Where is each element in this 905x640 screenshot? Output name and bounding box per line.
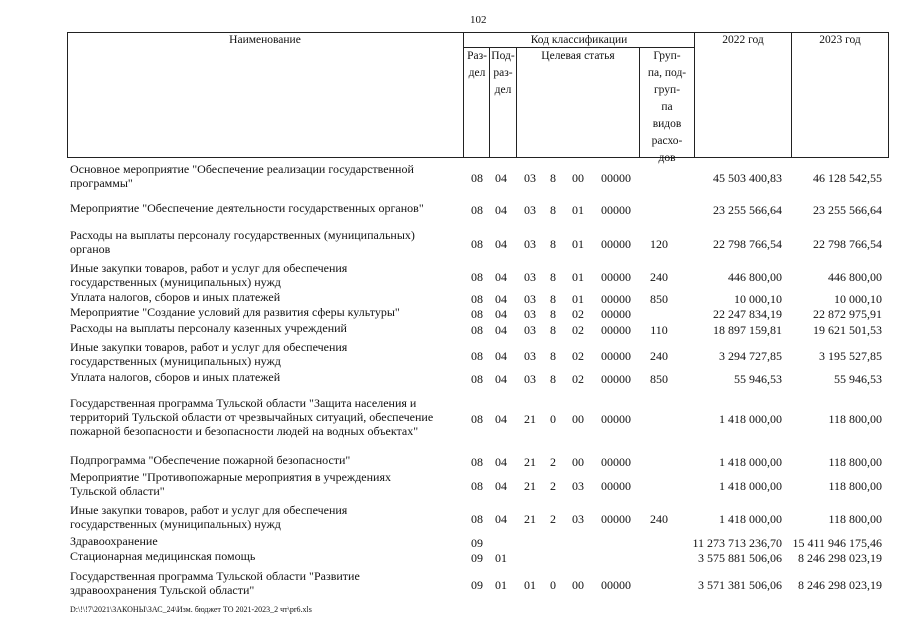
row-name — [70, 261, 445, 289]
row-code-7: 240 — [650, 270, 668, 284]
row-name-line: Расходы на выплаты персоналу казенных учреждений — [70, 321, 347, 335]
row-name-line: органов — [70, 242, 111, 256]
row-code-1: 08 — [471, 323, 483, 337]
page-number: 102 — [470, 14, 487, 26]
row-amount-2022: 1 418 000,00 — [719, 412, 782, 426]
row-amount-2023: 22 872 975,91 — [813, 307, 882, 321]
table-row — [0, 162, 905, 190]
row-code-4: 8 — [550, 323, 556, 337]
row-code-3: 21 — [524, 455, 536, 469]
row-amount-2022: 3 294 727,85 — [719, 349, 782, 363]
row-code-4: 8 — [550, 349, 556, 363]
row-name — [70, 396, 445, 438]
header-group-line: видов — [652, 118, 682, 130]
table-row — [0, 305, 905, 319]
row-code-6: 00000 — [601, 292, 631, 306]
row-name-line: Иные закупки товаров, работ и услуг для обеспечения — [70, 261, 348, 275]
row-code-4: 8 — [550, 171, 556, 185]
row-code-3: 21 — [524, 412, 536, 426]
header-border-bottom — [67, 157, 889, 158]
row-code-3: 03 — [524, 307, 536, 321]
row-code-2: 01 — [495, 578, 507, 592]
row-name-line: Иные закупки товаров, работ и услуг для обеспечения — [70, 340, 348, 354]
table-row — [0, 290, 905, 304]
row-amount-2023: 46 128 542,55 — [813, 171, 882, 185]
row-name — [70, 290, 445, 304]
row-amount-2023: 446 800,00 — [828, 270, 882, 284]
row-code-7: 240 — [650, 512, 668, 526]
row-amount-2022: 22 798 766,54 — [713, 237, 782, 251]
row-code-4: 8 — [550, 372, 556, 386]
row-code-2: 04 — [495, 307, 507, 321]
row-code-6: 00000 — [601, 372, 631, 386]
table-row — [0, 261, 905, 289]
row-code-3: 21 — [524, 479, 536, 493]
row-code-4: 2 — [550, 479, 556, 493]
table-row — [0, 321, 905, 335]
row-code-5: 02 — [572, 307, 584, 321]
row-name-line: программы" — [70, 176, 133, 190]
row-amount-2023: 118 800,00 — [828, 479, 882, 493]
row-code-6: 00000 — [601, 203, 631, 217]
table-row — [0, 534, 905, 548]
row-code-5: 01 — [572, 292, 584, 306]
row-code-2: 04 — [495, 323, 507, 337]
row-amount-2023: 8 246 298 023,19 — [798, 551, 882, 565]
header-2022: 2022 год — [722, 34, 764, 46]
row-name-line: Государственная программа Тульской области "Защита населения и — [70, 396, 417, 410]
row-amount-2023: 55 946,53 — [834, 372, 882, 386]
header-group-line: груп- — [653, 84, 681, 96]
header-code: Код классификации — [530, 34, 628, 46]
row-code-6: 00000 — [601, 323, 631, 337]
row-name — [70, 370, 445, 384]
row-name — [70, 470, 445, 498]
row-amount-2022: 10 000,10 — [734, 292, 782, 306]
row-name-line: Государственная программа Тульской области "Развитие — [70, 569, 360, 583]
table-row — [0, 503, 905, 531]
row-code-2: 04 — [495, 412, 507, 426]
row-code-1: 08 — [471, 372, 483, 386]
row-name — [70, 321, 445, 335]
row-code-3: 03 — [524, 323, 536, 337]
row-name-line: государственных (муниципальных) нужд — [70, 275, 281, 289]
header-subsection-line: раз- — [493, 67, 513, 79]
row-amount-2023: 118 800,00 — [828, 455, 882, 469]
header-divider — [791, 32, 792, 158]
header-section-line: дел — [468, 67, 486, 79]
row-code-2: 04 — [495, 512, 507, 526]
row-code-3: 01 — [524, 578, 536, 592]
row-code-6: 00000 — [601, 479, 631, 493]
row-code-5: 02 — [572, 372, 584, 386]
table-row — [0, 201, 905, 215]
header-subsection — [490, 48, 516, 99]
row-amount-2023: 118 800,00 — [828, 512, 882, 526]
row-code-5: 03 — [572, 512, 584, 526]
row-code-6: 00000 — [601, 349, 631, 363]
row-name — [70, 453, 445, 467]
header-subsection-line: дел — [494, 84, 512, 96]
row-name-line: Мероприятие "Создание условий для развития сферы культуры" — [70, 305, 400, 319]
row-name-line: Расходы на выплаты персоналу государственных (муниципальных) — [70, 228, 415, 242]
header-name: Наименование — [229, 34, 301, 46]
table-header — [67, 32, 889, 164]
row-code-1: 08 — [471, 203, 483, 217]
row-amount-2023: 22 798 766,54 — [813, 237, 882, 251]
row-code-2: 04 — [495, 372, 507, 386]
row-name-line: Здравоохранение — [70, 534, 158, 548]
row-name — [70, 340, 445, 368]
row-amount-2022: 55 946,53 — [734, 372, 782, 386]
row-amount-2022: 1 418 000,00 — [719, 479, 782, 493]
table-row — [0, 470, 905, 498]
row-code-3: 03 — [524, 171, 536, 185]
row-name-line: Основное мероприятие "Обеспечение реализации государственной — [70, 162, 414, 176]
row-name-line: Уплата налогов, сборов и иных платежей — [70, 370, 281, 384]
row-code-6: 00000 — [601, 237, 631, 251]
row-code-2: 04 — [495, 455, 507, 469]
row-code-6: 00000 — [601, 512, 631, 526]
row-code-5: 00 — [572, 412, 584, 426]
row-code-3: 03 — [524, 349, 536, 363]
header-group-line: па — [661, 101, 673, 113]
header-target: Целевая статья — [541, 50, 615, 62]
row-code-4: 0 — [550, 412, 556, 426]
row-amount-2022: 11 273 713 236,70 — [692, 536, 782, 550]
row-name-line: государственных (муниципальных) нужд — [70, 354, 281, 368]
row-code-4: 8 — [550, 307, 556, 321]
table-row — [0, 370, 905, 384]
row-name — [70, 569, 445, 597]
row-amount-2022: 1 418 000,00 — [719, 455, 782, 469]
row-code-1: 08 — [471, 349, 483, 363]
row-code-1: 08 — [471, 307, 483, 321]
row-code-1: 08 — [471, 512, 483, 526]
row-amount-2022: 45 503 400,83 — [713, 171, 782, 185]
row-code-5: 00 — [572, 171, 584, 185]
row-name-line: Мероприятие "Противопожарные мероприятия в учреждениях — [70, 470, 391, 484]
row-amount-2023: 15 411 946 175,46 — [792, 536, 882, 550]
row-code-3: 21 — [524, 512, 536, 526]
row-name — [70, 534, 445, 548]
row-code-2: 01 — [495, 551, 507, 565]
table-row — [0, 569, 905, 597]
row-code-4: 8 — [550, 270, 556, 284]
row-code-3: 03 — [524, 270, 536, 284]
header-section — [465, 48, 489, 82]
row-amount-2023: 19 621 501,53 — [813, 323, 882, 337]
row-code-4: 8 — [550, 237, 556, 251]
row-amount-2023: 10 000,10 — [834, 292, 882, 306]
row-code-5: 02 — [572, 349, 584, 363]
row-code-5: 02 — [572, 323, 584, 337]
row-code-6: 00000 — [601, 307, 631, 321]
row-code-1: 08 — [471, 412, 483, 426]
row-amount-2022: 3 571 381 506,06 — [698, 578, 782, 592]
row-code-3: 03 — [524, 237, 536, 251]
row-code-1: 09 — [471, 536, 483, 550]
row-name — [70, 503, 445, 531]
row-code-1: 09 — [471, 578, 483, 592]
row-amount-2023: 23 255 566,64 — [813, 203, 882, 217]
header-subsection-line: Под- — [491, 50, 515, 62]
row-name-line: Мероприятие "Обеспечение деятельности государственных органов" — [70, 201, 424, 215]
row-code-7: 850 — [650, 372, 668, 386]
row-code-5: 00 — [572, 578, 584, 592]
row-amount-2022: 1 418 000,00 — [719, 512, 782, 526]
table-row — [0, 549, 905, 563]
header-divider — [694, 32, 695, 158]
row-name-line: пожарной безопасности и безопасности людей на водных объектах" — [70, 424, 419, 438]
row-code-5: 03 — [572, 479, 584, 493]
row-code-6: 00000 — [601, 578, 631, 592]
row-code-1: 08 — [471, 479, 483, 493]
row-code-2: 04 — [495, 171, 507, 185]
row-name-line: Тульской области" — [70, 484, 165, 498]
row-amount-2022: 18 897 159,81 — [713, 323, 782, 337]
row-code-1: 08 — [471, 455, 483, 469]
header-divider — [463, 32, 464, 158]
header-group-line: Груп- — [653, 50, 681, 62]
row-name-line: Иные закупки товаров, работ и услуг для обеспечения — [70, 503, 348, 517]
row-code-7: 110 — [650, 323, 668, 337]
row-code-6: 00000 — [601, 412, 631, 426]
row-code-6: 00000 — [601, 270, 631, 284]
row-code-6: 00000 — [601, 455, 631, 469]
row-code-1: 08 — [471, 292, 483, 306]
header-group-line: па, под- — [647, 67, 687, 79]
row-code-2: 04 — [495, 270, 507, 284]
row-code-1: 08 — [471, 171, 483, 185]
row-amount-2023: 8 246 298 023,19 — [798, 578, 882, 592]
header-section-line: Раз- — [467, 50, 487, 62]
table-row — [0, 453, 905, 467]
row-code-4: 0 — [550, 578, 556, 592]
row-name — [70, 228, 445, 256]
row-code-2: 04 — [495, 237, 507, 251]
row-code-7: 240 — [650, 349, 668, 363]
table-row — [0, 228, 905, 256]
row-code-2: 04 — [495, 349, 507, 363]
row-code-2: 04 — [495, 479, 507, 493]
row-name-line: территорий Тульской области от чрезвычайных ситуаций, обеспечение — [70, 410, 434, 424]
row-code-2: 04 — [495, 203, 507, 217]
row-code-1: 08 — [471, 270, 483, 284]
row-code-1: 09 — [471, 551, 483, 565]
row-code-2: 04 — [495, 292, 507, 306]
row-name — [70, 549, 445, 563]
row-amount-2022: 446 800,00 — [728, 270, 782, 284]
row-code-4: 2 — [550, 512, 556, 526]
row-name — [70, 305, 445, 319]
table-row — [0, 396, 905, 438]
row-code-4: 8 — [550, 292, 556, 306]
row-code-5: 00 — [572, 455, 584, 469]
row-code-5: 01 — [572, 203, 584, 217]
row-name-line: Подпрограмма "Обеспечение пожарной безопасности" — [70, 453, 351, 467]
row-code-5: 01 — [572, 270, 584, 284]
row-code-4: 2 — [550, 455, 556, 469]
row-amount-2022: 3 575 881 506,06 — [698, 551, 782, 565]
header-border-right — [888, 32, 889, 158]
row-amount-2022: 22 247 834,19 — [713, 307, 782, 321]
file-path-footer: D:\!\!7\2021\ЗАКОНЫ\ЗАС_24\Изм. бюджет ТО 2021-2023_2 чт\pr6.xls — [70, 605, 312, 614]
row-amount-2023: 3 195 527,85 — [819, 349, 882, 363]
row-amount-2022: 23 255 566,64 — [713, 203, 782, 217]
row-amount-2023: 118 800,00 — [828, 412, 882, 426]
header-2023: 2023 год — [819, 34, 861, 46]
row-name-line: здравоохранения Тульской области" — [70, 583, 255, 597]
table-row — [0, 340, 905, 368]
row-name-line: Уплата налогов, сборов и иных платежей — [70, 290, 281, 304]
header-border-left — [67, 32, 68, 158]
row-name — [70, 201, 445, 215]
row-name-line: государственных (муниципальных) нужд — [70, 517, 281, 531]
header-group-line: расхо- — [651, 135, 683, 147]
row-code-1: 08 — [471, 237, 483, 251]
row-code-4: 8 — [550, 203, 556, 217]
row-code-7: 850 — [650, 292, 668, 306]
row-code-5: 01 — [572, 237, 584, 251]
row-code-3: 03 — [524, 203, 536, 217]
row-code-7: 120 — [650, 237, 668, 251]
header-group-line: дов — [658, 152, 676, 164]
header-group — [640, 48, 694, 167]
row-name — [70, 162, 445, 190]
row-code-6: 00000 — [601, 171, 631, 185]
row-code-3: 03 — [524, 372, 536, 386]
row-code-3: 03 — [524, 292, 536, 306]
row-name-line: Стационарная медицинская помощь — [70, 549, 256, 563]
